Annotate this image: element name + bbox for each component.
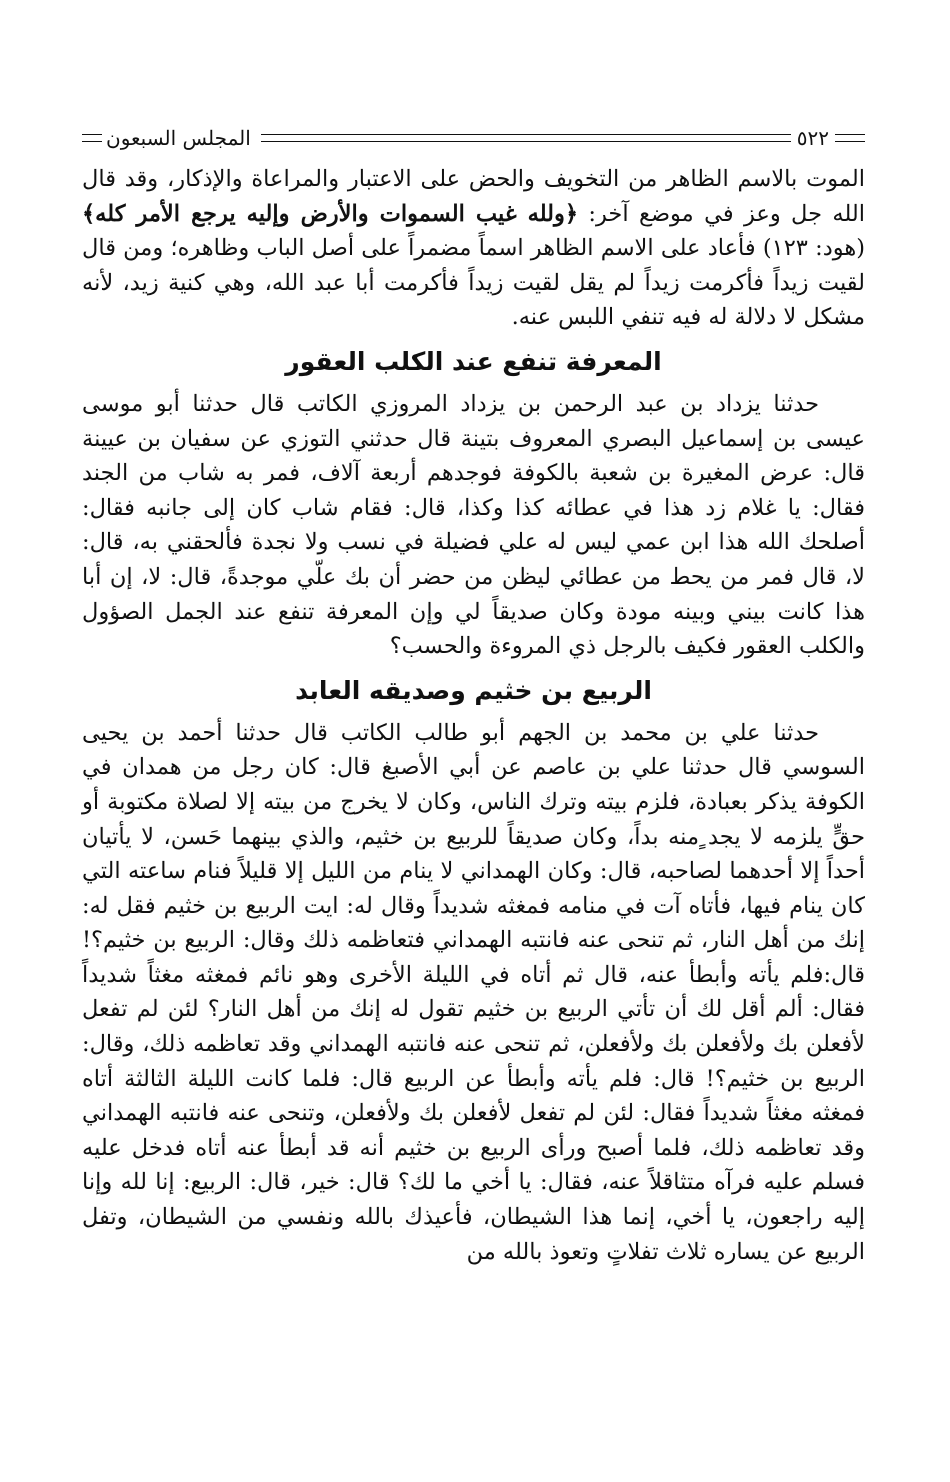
page-number: ٥٢٢ — [796, 126, 829, 150]
intro-text-part2: (هود: ١٢٣) فأعاد على الاسم الظاهر اسماً مضمراً على أصل الباب وظاهره؛ ومن قال لقيت زيداً فأكرمت زيداً لم يقل لقيت زيداً فأكرمت أبا عبد الله، وهي كنية زيد، لأنه مشكل لا دلالة له فيه تنفي اللبس عنه. — [82, 235, 865, 331]
section-title-knowledge: المعرفة تنفع عند الكلب العقور — [285, 346, 662, 376]
section-rabi-paragraph: حدثنا علي بن محمد بن الجهم أبو طالب الكاتب قال حدثنا أحمد بن يحيى السوسي قال حدثنا علي بن عاصم عن أبي الأصبغ قال: كان رجل من همدان في الكوفة يذكر بعبادة، فلزم بيته وترك الناس، وكان لا يخرج من بيته إلا لصلاة مكتوبة أو حقٍّ يلزمه لا يجد ٍمنه بداً، وكان صديقاً للربيع بن خثيم، والذي بينهما حَسن، لا يأتيان أحداً إلا أحدهما لصاحبه، قال: وكان الهمداني لا ينام من الليل إلا قليلاً فنام ساعته التي كان ينام فيها، فأتاه آت في منامه فمغثه شديداً وقال له: ايت الربيع بن خثيم فقل له: إنك من أهل النار، ثم تنحى عنه فانتبه الهمداني فتعاظمه ذلك وقال: الربيع بن خثيم؟! قال:فلم يأته وأبطأ عنه، قال ثم أتاه في الليلة الأخرى وهو نائم فمغثه مغثاً شديداً فقال: ألم أقل لك أن تأتي الربيع بن خثيم تقول له إنك من أهل النار؟ لئن لم تفعل لأفعلن بك ولأفعلن بك ولأفعلن، ثم تنحى عنه فانتبه الهمداني وقد تعاظمه ذلك، وقال: الربيع بن خثيم؟! قال: فلم يأته وأبطأ عن الربيع قال: فلما كانت الليلة الثالثة أتاه فمغثه مغثاً شديداً فقال: لئن لم تفعل لأفعلن بك ولأفعلن، وتنحى عنه فانتبه الهمداني وقد تعاظمه ذلك، فلما أصبح ورأى الربيع بن خثيم أنه قد أبطأ عنه أتاه فدخل عليه فسلم عليه فرآه متثاقلاً عنه، فقال: يا أخي ما لك؟ قال: خير، قال: الربيع: إنا لله وإنا إليه راجعون، يا أخي، إنما هذا الشيطان، فأعيذك بالله ونفسي من الشيطان، وتفل الربيع عن يساره ثلاث تفلاتٍ وتعوذ بالله من — [82, 719, 865, 1265]
book-page — [82, 118, 865, 1269]
section-knowledge-paragraph: حدثنا يزداد بن عبد الرحمن بن يزداد المروزي الكاتب قال حدثنا أبو موسى عيسى بن إسماعيل البصري المعروف بتينة قال حدثني التوزي عن سفيان بن عيينة قال: عرض المغيرة بن شعبة بالكوفة فوجدهم أربعة آلاف، فمر به شاب من الجند فقال: يا غلام زد هذا في عطائه كذا وكذا، قال: فقام شاب كان إلى جانبه فقال: أصلحك الله هذا ابن عمي ليس له علي فضيلة في نسب ولا نجدة فألحقني به، قال: لا، قال فمر من يحط من عطائي ليظن من حضر أن بك علّي موجدةً، قال: لا، إن أبا هذا كانت بيني وبينه مودة وكان صديقاً لي وإن المعرفة تنفع عند الجمل الصؤول والكلب العقور فكيف بالرجل ذي المروءة والحسب؟ — [82, 390, 865, 660]
chapter-title: المجلس السبعون — [106, 126, 251, 150]
intro-text-part1: الموت بالاسم الظاهر من التخويف والحض على الاعتبار والمراعاة والإذكار، وقد قال الله جل وعز في موضع آخر: — [82, 166, 866, 227]
section-title-rabi: الربيع بن خثيم وصديقه العابد — [295, 675, 652, 705]
header-rule-left — [82, 134, 102, 142]
header-rule-middle — [261, 134, 791, 142]
header-rule-right — [835, 134, 865, 142]
intro-paragraph — [82, 162, 865, 335]
quran-verse: ﴿ولله غيب السموات والأرض وإليه يرجع الأمر كله﴾ — [82, 200, 579, 227]
running-header — [82, 118, 865, 158]
